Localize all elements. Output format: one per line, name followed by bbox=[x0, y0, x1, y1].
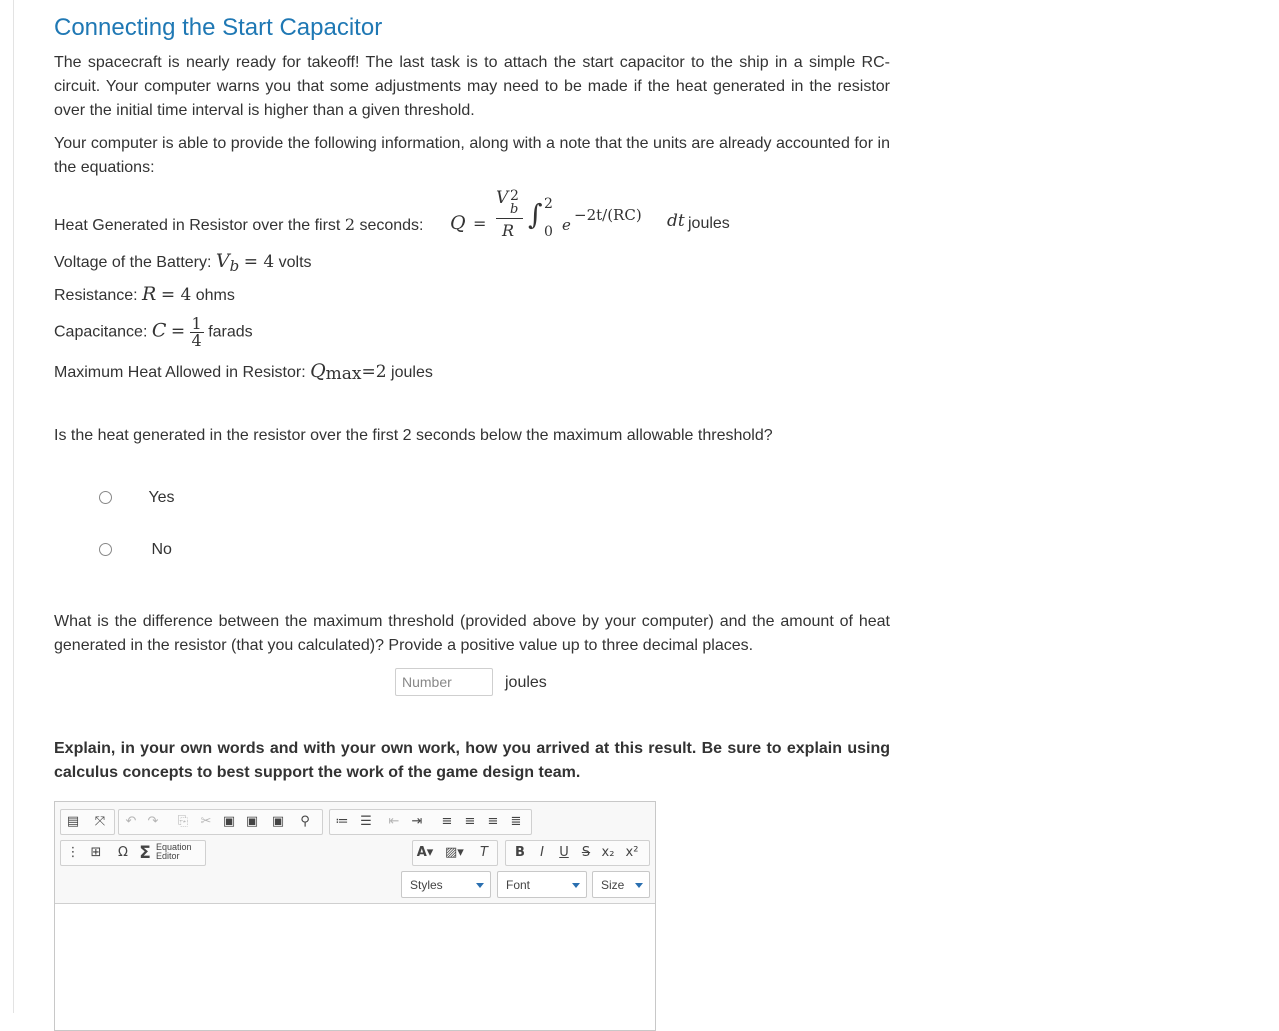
remove-format-icon[interactable]: T bbox=[480, 845, 488, 860]
paste-icon[interactable]: ▣ bbox=[222, 814, 236, 829]
voltage-label: Voltage of the Battery: bbox=[54, 254, 212, 271]
source-icon[interactable]: ▤ bbox=[66, 814, 80, 829]
heat-eq-denominator: R bbox=[502, 221, 515, 240]
capacitance-denominator: 4 bbox=[191, 331, 202, 350]
toolbar-group-clipboard bbox=[118, 809, 323, 835]
styles-dropdown[interactable] bbox=[401, 871, 491, 898]
voltage-sub: b bbox=[229, 257, 240, 276]
option-no-label[interactable]: No bbox=[151, 541, 172, 558]
sigma-icon[interactable]: Σ bbox=[139, 843, 151, 863]
exp-exponent: −2t/(RC) bbox=[574, 206, 642, 224]
page-title: Connecting the Start Capacitor bbox=[54, 14, 383, 41]
capacitance-fraction bbox=[190, 316, 204, 349]
decrease-indent-icon[interactable]: ⇤ bbox=[388, 814, 400, 829]
align-center-icon[interactable]: ≡ bbox=[464, 814, 476, 829]
resistance-unit: ohms bbox=[195, 287, 235, 304]
underline-icon[interactable]: U bbox=[559, 845, 569, 860]
capacitance-symbol: C bbox=[151, 319, 167, 342]
voltage-line bbox=[54, 250, 312, 275]
styles-label: Styles bbox=[410, 878, 443, 892]
max-heat-symbol: Q bbox=[310, 360, 326, 382]
cut-icon[interactable]: ✂ bbox=[200, 814, 212, 829]
toolbar-group-colors bbox=[412, 840, 498, 866]
voltage-unit: volts bbox=[278, 254, 312, 271]
size-dropdown[interactable] bbox=[592, 871, 650, 898]
size-label: Size bbox=[601, 878, 625, 892]
editor-text-area[interactable] bbox=[55, 904, 655, 1030]
intro-paragraph-1: The spacecraft is nearly ready for takeoff! The last task is to attach the start capacitor to the ship in a simple RC-circuit. Your computer warns you that some adjustments may need to be made if the heat generated in the resistor over the initial time interval is higher than a given threshold. bbox=[54, 54, 890, 119]
max-heat-value: =2 bbox=[361, 362, 387, 382]
font-chevron-down-icon bbox=[572, 883, 580, 888]
superscript-icon[interactable]: x² bbox=[625, 845, 639, 860]
heat-eq-equals: = bbox=[473, 214, 487, 233]
voltage-symbol: V bbox=[215, 250, 230, 272]
integral-upper-limit: 2 bbox=[544, 196, 553, 212]
radio-no[interactable] bbox=[99, 543, 112, 556]
max-heat-label: Maximum Heat Allowed in Resistor: bbox=[54, 364, 306, 381]
max-heat-line bbox=[54, 360, 433, 386]
capacitance-numerator: 1 bbox=[191, 314, 202, 333]
styles-chevron-down-icon bbox=[476, 883, 484, 888]
capacitance-line bbox=[54, 316, 253, 349]
question-1-text: Is the heat generated in the resistor over the first 2 seconds below the maximum allowable threshold? bbox=[54, 427, 773, 444]
background-color-icon[interactable]: ▨▾ bbox=[445, 845, 464, 860]
font-label: Font bbox=[506, 878, 531, 892]
resistance-line bbox=[54, 283, 235, 305]
exp-base: e bbox=[562, 216, 571, 234]
undo-icon[interactable]: ↶ bbox=[125, 814, 137, 829]
toolbar-group-insert bbox=[60, 840, 206, 866]
subscript-icon[interactable]: x₂ bbox=[601, 845, 615, 860]
paste-word-icon[interactable]: ▣ bbox=[271, 814, 285, 829]
rich-text-editor[interactable] bbox=[54, 801, 656, 1031]
toolbar-group-paragraph bbox=[329, 809, 532, 835]
equation-editor-button[interactable] bbox=[156, 843, 192, 861]
align-right-icon[interactable]: ≡ bbox=[487, 814, 499, 829]
numbered-list-icon[interactable]: ≔ bbox=[335, 814, 349, 829]
heat-suffix: seconds: bbox=[359, 217, 424, 234]
heat-eq-symbol: Q bbox=[450, 212, 466, 234]
strikethrough-icon[interactable]: S bbox=[581, 845, 591, 860]
voltage-value: = 4 bbox=[243, 252, 275, 272]
paste-text-icon[interactable]: ▣ bbox=[245, 814, 259, 829]
intro-paragraph-2: Your computer is able to provide the following information, along with a note that the units are already accounted for in the equations: bbox=[54, 135, 890, 176]
option-yes-label[interactable]: Yes bbox=[148, 489, 175, 506]
copy-icon[interactable]: ⎘ bbox=[177, 814, 189, 829]
capacitance-label: Capacitance: bbox=[54, 323, 148, 341]
left-border bbox=[13, 0, 14, 1013]
equation-editor-label-2: Editor bbox=[156, 851, 180, 861]
redo-icon[interactable]: ↷ bbox=[147, 814, 159, 829]
max-heat-unit: joules bbox=[391, 364, 433, 381]
resistance-value: = 4 bbox=[160, 285, 192, 305]
option-no[interactable] bbox=[99, 541, 172, 559]
italic-icon[interactable]: I bbox=[540, 845, 544, 860]
heat-seconds: 2 bbox=[344, 215, 355, 234]
capacitance-unit: farads bbox=[208, 323, 253, 341]
resistance-label: Resistance: bbox=[54, 287, 138, 304]
toolbar-group-document bbox=[60, 809, 115, 835]
heat-label: Heat Generated in Resistor over the first bbox=[54, 217, 341, 234]
question-2-text: What is the difference between the maximum threshold (provided above by your computer) and the amount of heat generated in the resistor (that you calculated)? Provide a positive value up to three decimal places. bbox=[54, 613, 890, 654]
integral-sign: ∫ bbox=[528, 198, 543, 231]
table-icon[interactable]: ⊞ bbox=[90, 845, 102, 860]
align-left-icon[interactable]: ≡ bbox=[441, 814, 453, 829]
text-color-icon[interactable]: A▾ bbox=[416, 845, 434, 860]
editor-toolbar bbox=[55, 802, 655, 904]
size-chevron-down-icon bbox=[635, 883, 643, 888]
question-3-text: Explain, in your own words and with your own work, how you arrived at this result. Be sure to explain using calculus concepts to best support the work of the game design team. bbox=[54, 740, 890, 781]
bulleted-list-icon[interactable]: ☰ bbox=[360, 814, 372, 829]
heat-eq-num-sub: b bbox=[510, 202, 519, 217]
equation-editor-label-1: Equation bbox=[156, 842, 192, 852]
increase-indent-icon[interactable]: ⇥ bbox=[411, 814, 423, 829]
answer-unit: joules bbox=[505, 674, 547, 691]
bold-icon[interactable]: B bbox=[515, 845, 525, 860]
find-icon[interactable]: ⚲ bbox=[300, 814, 310, 829]
heat-eq-fraction-bar bbox=[496, 218, 523, 219]
radio-yes[interactable] bbox=[99, 491, 112, 504]
toolbar-group-basic-styles bbox=[505, 840, 650, 866]
heat-eq-dt: dt bbox=[667, 211, 685, 231]
maximize-icon[interactable]: ⤧ bbox=[94, 814, 106, 829]
heat-eq-numerator: V bbox=[496, 188, 509, 208]
integral-lower-limit: 0 bbox=[544, 224, 553, 240]
max-heat-sub: max bbox=[325, 364, 362, 385]
justify-icon[interactable]: ≣ bbox=[510, 814, 522, 829]
omega-icon[interactable]: Ω bbox=[118, 845, 128, 860]
resistance-symbol: R bbox=[142, 283, 157, 305]
font-dropdown[interactable] bbox=[497, 871, 587, 898]
horizontal-line-icon[interactable]: ⋮ bbox=[66, 845, 80, 860]
capacitance-equals: = bbox=[170, 321, 186, 342]
heat-unit: joules bbox=[688, 215, 730, 232]
answer-number-input[interactable] bbox=[395, 668, 493, 696]
heat-eq-num-sup: 2 bbox=[510, 188, 519, 204]
option-yes[interactable] bbox=[99, 489, 175, 507]
